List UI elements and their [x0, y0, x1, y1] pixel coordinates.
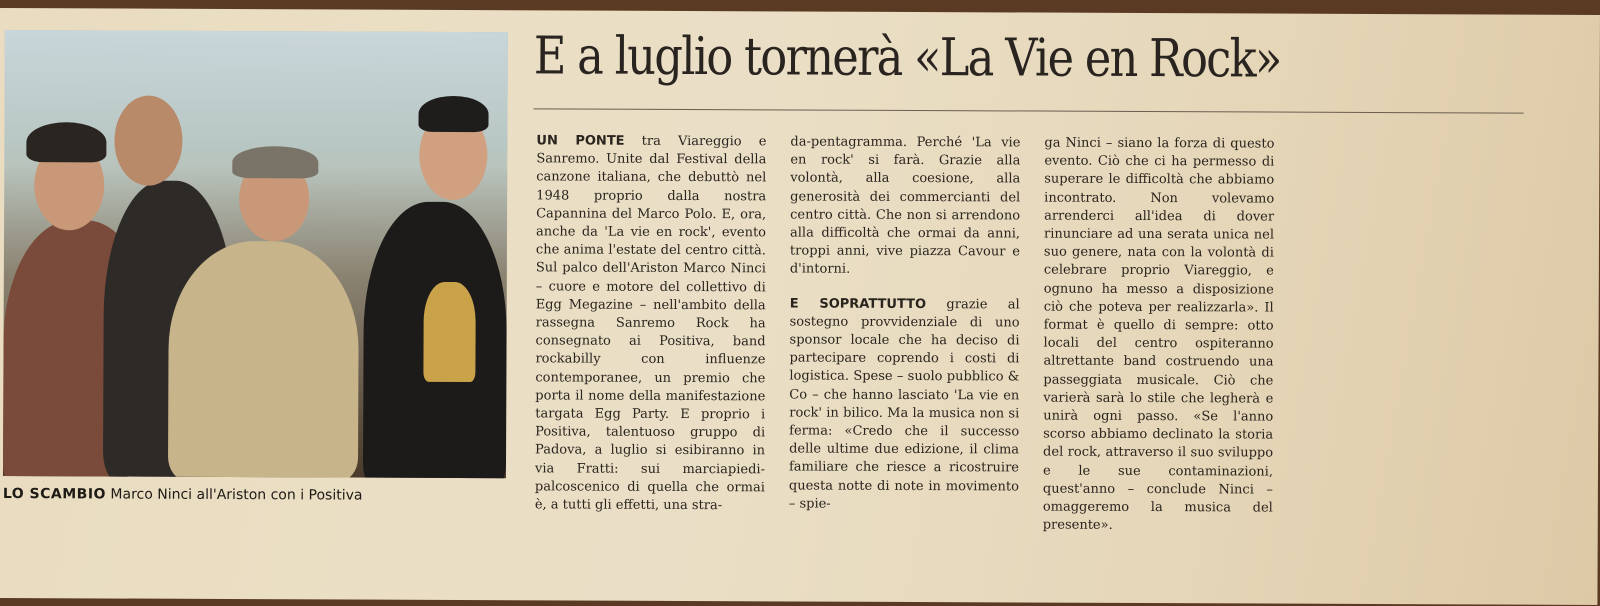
article-column-3 — [1042, 135, 1275, 534]
column-2-text: da-pentagramma. Perché 'La vie en rock' si farà. Grazie alla volontà, alla coesione, alla generosità dei commercianti del centro città. Che non si arrendono alla difficoltà che ormai da anni, troppi anni, vive piazza Cavour e d'intorni. — [789, 134, 1021, 278]
article-body — [534, 132, 1530, 534]
column-3-text: ga Ninci – siano la forza di questo evento. Ciò che ci ha permesso di superare le difficoltà che abbiamo incontrato. Non volevamo arrenderci all'idea di dover rinunciare ad una serata unica nel suo genere, nata con la volontà di celebrare proprio Viareggio, e ognuno ha messo a disposizione ciò che poteva per realizzarla». Il format è quello di sempre: otto locali del centro ospiteranno altrettante band costruendo una passeggiata musicale. Ciò che varierà sarà lo stile che legherà e unirà ogni passo. «Se l'anno scorso abbiamo declinato la storia del rock, attraverso il suo sviluppo e le sue contaminazioni, quest'anno – conclude Ninci – omaggeremo la musica del presente». — [1042, 135, 1275, 534]
headline: E a luglio tornerà «La Vie en Rock» — [533, 26, 1281, 90]
article-column-1 — [534, 132, 767, 514]
newspaper-clipping — [0, 8, 1600, 605]
band-photo — [3, 30, 508, 478]
caption-text: Marco Ninci all'Ariston con i Positiva — [105, 486, 363, 504]
article-column-2 — [788, 133, 1021, 512]
column-1-lead: UN PONTE — [536, 133, 625, 149]
photo-caption — [3, 486, 363, 504]
headline-rule — [534, 108, 1524, 113]
column-2-text-2: grazie al sostegno provvidenziale di uno sponsor locale che ha deciso di partecipare coprendo i costi di logistica. Spese – suolo pubblico & Co – che hanno lasciato 'La vie en rock' in bilico. Ma la musica non si ferma: «Credo che il successo delle ultime due edizione, il clima familiare che riesce a ricostruire questa notte di note in movimento – spie- — [788, 296, 1020, 512]
column-2-lead: E SOPRATTUTTO — [789, 296, 927, 312]
caption-kicker: LO SCAMBIO — [2, 486, 107, 503]
column-1-text: tra Viareggio e Sanremo. Unite dal Festival della canzone italiana, che debuttò nel 1948 proprio dalla nostra Capannina del Marco Polo. E, ora, anche da 'La vie en rock', evento che anima l'estate del centro città. Sul palco dell'Ariston Marco Ninci – cuore e motore del collettivo di Egg Megazine – nell'ambito della rassegna Sanremo Rock ha consegnato ai Positiva, band rockabilly con influenze contemporanee, un premio che porta il nome della manifestazione targata Egg Party. E proprio i Positiva, talentuoso gruppo di Padova, a luglio si esibiranno in via Fratti: sui marciapiedi-palcoscenico di quella che ormai è, a tutti gli effetti, una stra- — [534, 133, 767, 514]
